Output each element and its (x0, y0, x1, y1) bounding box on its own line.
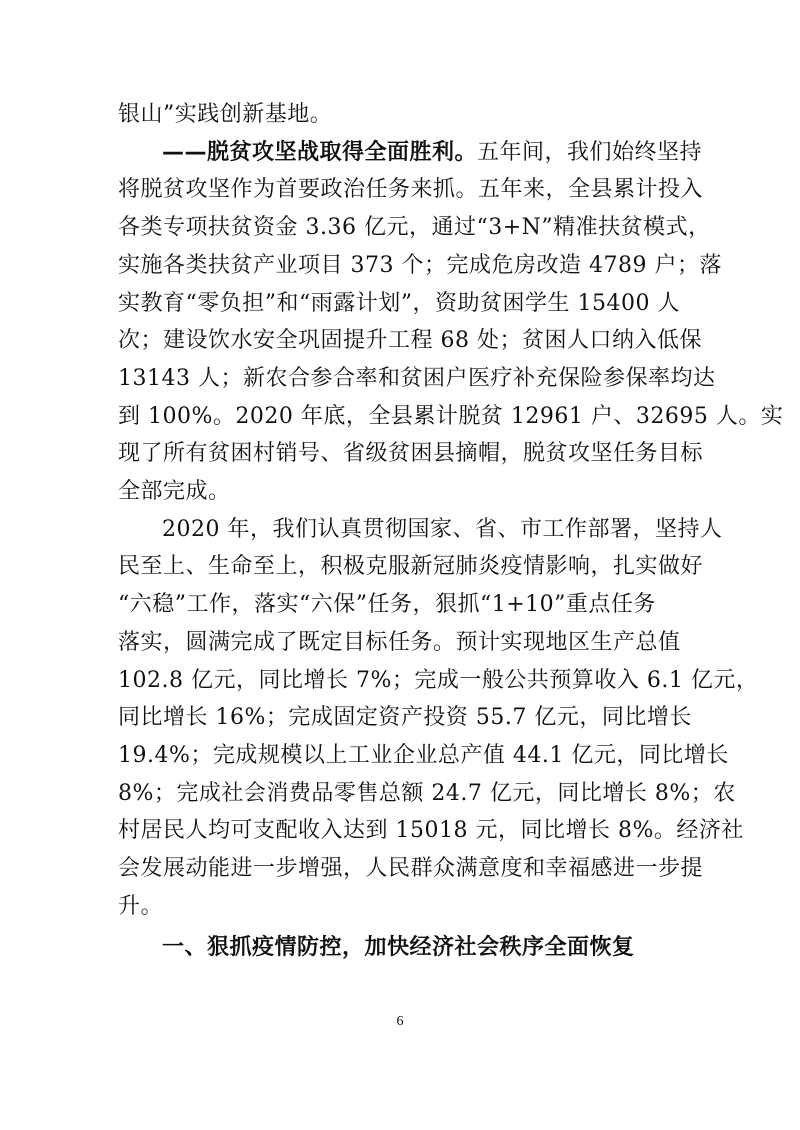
text-line: 村居民人均可支配收入达到 15018 元，同比增长 8%。经济社 (118, 818, 744, 844)
text-line: 2020 年，我们认真贯彻国家、省、市工作部署，坚持人 (162, 516, 723, 542)
text-line: 银山”实践创新基地。 (118, 102, 333, 127)
text-line: 升。 (118, 893, 164, 919)
text-line: 8%；完成社会消费品零售总额 24.7 亿元，同比增长 8%；农 (118, 780, 736, 806)
text-line: 全部完成。 (118, 479, 231, 505)
text-line: 到 100%。2020 年底，全县累计脱贫 12961 户、32695 人。实 (118, 403, 784, 429)
text-span: 五年间，我们始终坚持 (477, 139, 703, 165)
text-line (118, 134, 703, 172)
text-line: 次；建设饮水安全巩固提升工程 68 处；贫困人口纳入低保 (118, 328, 702, 354)
bold-lead-phrase: ——脱贫攻坚战取得全面胜利。 (162, 139, 478, 165)
text-line: 实教育“零负担”和“雨露计划”，资助贫困学生 15400 人 (118, 290, 680, 316)
text-line: 同比增长 16%；完成固定资产投资 55.7 亿元，同比增长 (118, 705, 692, 731)
text-line: 将脱贫攻坚作为首要政治任务来抓。五年来，全县累计投入 (118, 177, 704, 203)
text-line: 19.4%；完成规模以上工业企业总产值 44.1 亿元，同比增长 (118, 742, 729, 768)
text-line: “六稳”工作，落实“六保”任务，狠抓“1+10”重点任务 (118, 592, 656, 618)
text-line: 13143 人；新农合参合率和贫困户医疗补充保险参保率均达 (118, 365, 716, 391)
text-line: 落实，圆满完成了既定目标任务。预计实现地区生产总值 (118, 629, 681, 655)
text-line: 现了所有贫困村销号、省级贫困县摘帽，脱贫攻坚任务目标 (118, 441, 704, 467)
text-line: 实施各类扶贫产业项目 373 个；完成危房改造 4789 户；落 (118, 252, 722, 278)
section-heading: 一、狠抓疫情防控，加快经济社会秩序全面恢复 (162, 935, 635, 960)
text-line: 各类专项扶贫资金 3.36 亿元，通过“3+N”精准扶贫模式， (118, 215, 711, 241)
body-text (118, 96, 784, 925)
text-line: 102.8 亿元，同比增长 7%；完成一般公共预算收入 6.1 亿元， (118, 667, 759, 693)
text-line: 会发展动能进一步增强，人民群众满意度和幸福感进一步提 (118, 856, 704, 882)
text-line: 民至上、生命至上，积极克服新冠肺炎疫情影响，扎实做好 (118, 554, 704, 580)
page-number: 6 (396, 1014, 404, 1029)
